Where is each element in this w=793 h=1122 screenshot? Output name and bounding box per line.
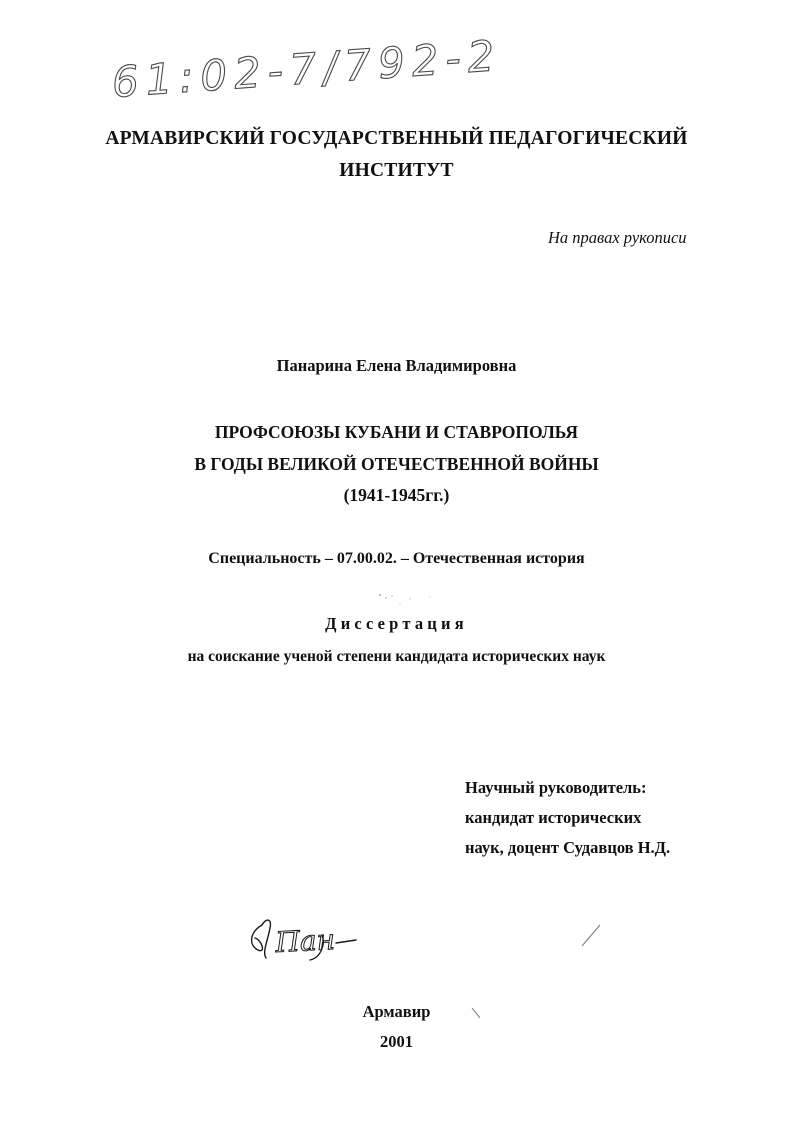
dissertation-degree-line: на соискание ученой степени кандидата исторических наук <box>187 648 606 665</box>
year: 2001 <box>380 1032 413 1051</box>
signature-stroke <box>252 920 271 958</box>
dissertation-title-line1: ПРОФСОЮЗЫ КУБАНИ И СТАВРОПОЛЬЯ <box>214 422 579 442</box>
archive-number-text: 61:02-7/792-2 <box>110 30 503 107</box>
supervisor-name: наук, доцент Судавцов Н.Д. <box>465 838 671 857</box>
supervisor-label: Научный руководитель: <box>465 778 647 797</box>
manuscript-rights-note: На правах рукописи <box>548 228 687 247</box>
scan-mark-right <box>582 925 600 946</box>
institution-name-line1: АРМАВИРСКИЙ ГОСУДАРСТВЕННЫЙ ПЕДАГОГИЧЕСКИЙ <box>105 128 688 149</box>
signature-text: Пан <box>274 922 336 959</box>
dissertation-title-years: (1941-1945гг.) <box>343 485 450 505</box>
dissertation-heading: Диссертация <box>325 614 468 633</box>
author-name: Панарина Елена Владимировна <box>276 356 517 375</box>
specialty-line: Специальность – 07.00.02. – Отечественная история <box>208 550 585 567</box>
city: Армавир <box>362 1002 431 1021</box>
institution-name-line2: ИНСТИТУТ <box>339 160 454 181</box>
supervisor-degree: кандидат исторических <box>465 808 642 827</box>
dissertation-title-line2: В ГОДЫ ВЕЛИКОЙ ОТЕЧЕСТВЕННОЙ ВОЙНЫ <box>194 454 599 474</box>
